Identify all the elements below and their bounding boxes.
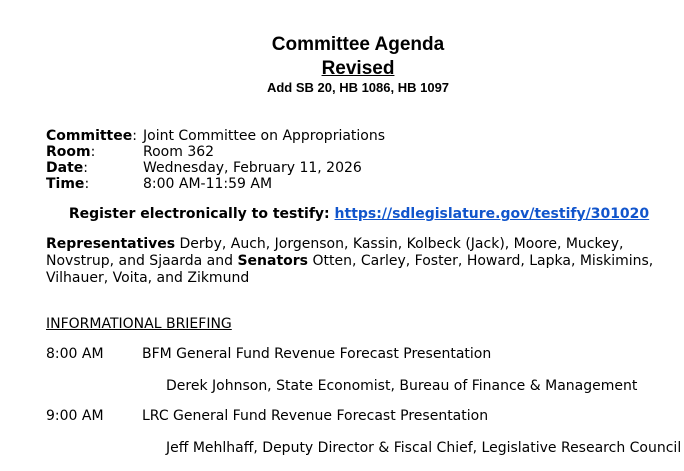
senators-label: Senators: [237, 253, 309, 269]
committee-value: Joint Committee on Appropriations: [143, 128, 386, 144]
date-label: Date: [46, 160, 84, 176]
document-title: Committee Agenda: [271, 34, 445, 55]
room-value: Room 362: [143, 144, 215, 160]
committee-label: Committee: [46, 128, 133, 144]
agenda-time: 8:00 AM: [46, 346, 104, 362]
representatives-names: Derby, Auch, Jorgenson, Kassin, Kolbeck (Jack), Moore, Muckey, Novstrup, and Sjaarda and: [46, 236, 624, 269]
addendum-line: Add SB 20, HB 1086, HB 1097: [266, 80, 450, 95]
agenda-item-title: BFM General Fund Revenue Forecast Presentation: [142, 346, 492, 362]
representatives-label: Representatives: [46, 236, 176, 252]
agenda-item-presenter: Jeff Mehlhaff, Deputy Director & Fiscal Chief, Legislative Research Council: [166, 440, 682, 456]
time-row: Time: 8:00 AM-11:59 AM: [46, 176, 273, 192]
revised-label: Revised: [321, 58, 395, 79]
date-value: Wednesday, February 11, 2026: [143, 160, 362, 176]
time-value: 8:00 AM-11:59 AM: [143, 176, 273, 192]
committee-row: Committee: Joint Committee on Appropriations: [46, 128, 386, 144]
time-label: Time: [46, 176, 85, 192]
agenda-item-title: LRC General Fund Revenue Forecast Presentation: [142, 408, 489, 424]
date-row: Date: Wednesday, February 11, 2026: [46, 160, 362, 176]
testify-link[interactable]: https://sdlegislature.gov/testify/301020: [334, 206, 650, 222]
section-heading: INFORMATIONAL BRIEFING: [46, 316, 232, 332]
members-list: [46, 236, 666, 287]
room-label: Room: [46, 144, 91, 160]
agenda-time: 9:00 AM: [46, 408, 104, 424]
register-line: [0, 206, 684, 222]
register-text: Register electronically to testify:: [68, 206, 335, 222]
room-row: Room: Room 362: [46, 144, 215, 160]
agenda-item-presenter: Derek Johnson, State Economist, Bureau of Finance & Management: [166, 378, 638, 394]
senators-names: Otten, Carley, Foster, Howard, Lapka, Miskimins, Vilhauer, Voita, and Zikmund: [46, 253, 654, 286]
